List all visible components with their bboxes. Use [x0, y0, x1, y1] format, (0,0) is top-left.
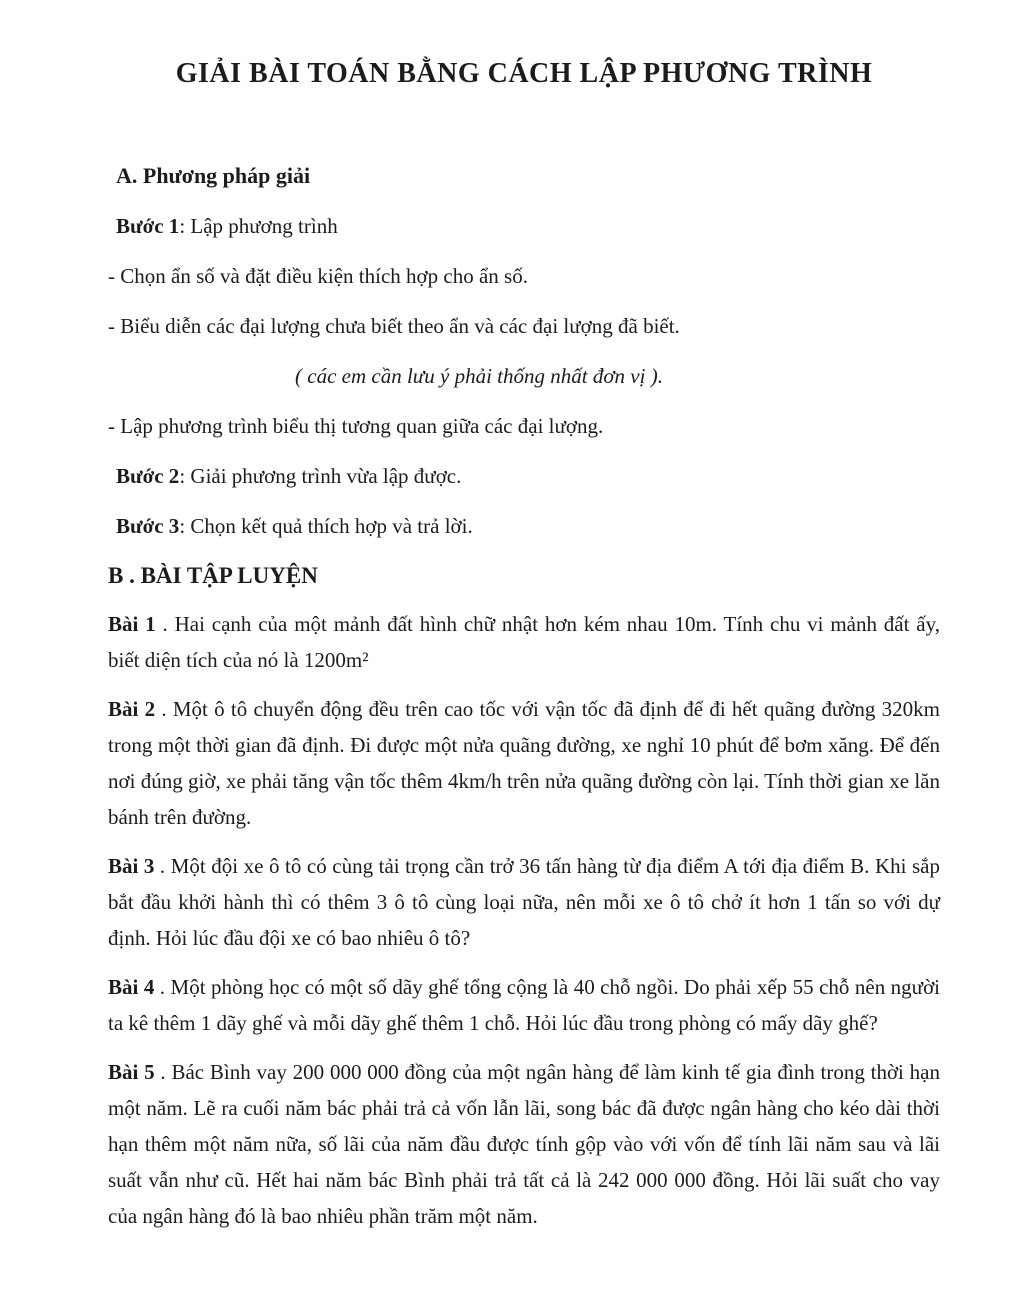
- problem-3-label: Bài 3: [108, 854, 155, 878]
- step-2-text: : Giải phương trình vừa lập được.: [179, 464, 462, 488]
- method-bullet-2: - Biểu diễn các đại lượng chưa biết theo ẩn và các đại lượng đã biết.: [108, 314, 680, 338]
- step-1-text: : Lập phương trình: [179, 214, 338, 238]
- problem-bai-1: [108, 606, 940, 678]
- problem-4-label: Bài 4: [108, 975, 155, 999]
- step-1-label: Bước 1: [116, 214, 180, 238]
- problem-1-text: . Hai cạnh của một mảnh đất hình chữ nhật hơn kém nhau 10m. Tính chu vi mảnh đất ấy, biết diện tích của nó là 1200m²: [108, 612, 941, 672]
- problem-bai-5: [108, 1054, 940, 1234]
- problem-1-label: Bài 1: [108, 612, 156, 636]
- problem-4-text: . Một phòng học có một số dãy ghế tổng cộng là 40 chỗ ngồi. Do phải xếp 55 chỗ nên người ta kê thêm 1 dãy ghế và mỗi dãy ghế thêm 1 chỗ. Hỏi lúc đầu trong phòng có mấy dãy ghế?: [108, 975, 941, 1035]
- method-note: ( các em cần lưu ý phải thống nhất đơn vị ).: [295, 364, 663, 388]
- problem-bai-2: [108, 691, 940, 835]
- problem-2-label: Bài 2: [108, 697, 156, 721]
- problem-bai-4: [108, 969, 940, 1041]
- problem-2-text: . Một ô tô chuyển động đều trên cao tốc với vận tốc đã định để đi hết quãng đường 320km trong một thời gian đã định. Đi được một nửa quãng đường, xe nghỉ 10 phút để bơm xăng. Để đến nơi đúng giờ, xe phải tăng vận tốc thêm 4km/h trên nửa quãng đường còn lại. Tính thời gian xe lăn bánh trên đường.: [108, 697, 941, 829]
- page-title: GIẢI BÀI TOÁN BẰNG CÁCH LẬP PHƯƠNG TRÌNH: [175, 58, 873, 89]
- method-step-1: [116, 208, 940, 244]
- problem-3-text: . Một đội xe ô tô có cùng tải trọng cần trở 36 tấn hàng từ địa điểm A tới địa điểm B. Khi sắp bắt đầu khởi hành thì có thêm 3 ô tô cùng loại nữa, nên mỗi xe ô tô chở ít hơn 1 tấn so với dự định. Hỏi lúc đầu đội xe có bao nhiêu ô tô?: [108, 854, 941, 950]
- step-3-text: : Chọn kết quả thích hợp và trả lời.: [179, 514, 473, 538]
- step-3-label: Bước 3: [116, 514, 180, 538]
- method-step-2: [116, 458, 940, 494]
- problem-bai-3: [108, 848, 940, 956]
- method-bullet-1: - Chọn ẩn số và đặt điều kiện thích hợp cho ẩn số.: [108, 264, 528, 288]
- section-b-heading: B . BÀI TẬP LUYỆN: [108, 563, 318, 588]
- section-a-heading: A. Phương pháp giải: [116, 163, 311, 188]
- problem-5-label: Bài 5: [108, 1060, 155, 1084]
- problem-5-text: . Bác Bình vay 200 000 000 đồng của một ngân hàng để làm kinh tế gia đình trong thời hạn một năm. Lẽ ra cuối năm bác phải trả cả vốn lẫn lãi, song bác đã được ngân hàng cho kéo dài thời hạn thêm một năm nữa, số lãi của năm đầu được tính gộp vào với vốn để tính lãi năm sau và lãi suất vẫn như cũ. Hết hai năm bác Bình phải trả tất cả là 242 000 000 đồng. Hỏi lãi suất cho vay của ngân hàng đó là bao nhiêu phần trăm một năm.: [108, 1060, 940, 1228]
- step-2-label: Bước 2: [116, 464, 180, 488]
- method-step-3: [116, 508, 940, 544]
- method-bullet-3: - Lập phương trình biểu thị tương quan giữa các đại lượng.: [108, 414, 604, 438]
